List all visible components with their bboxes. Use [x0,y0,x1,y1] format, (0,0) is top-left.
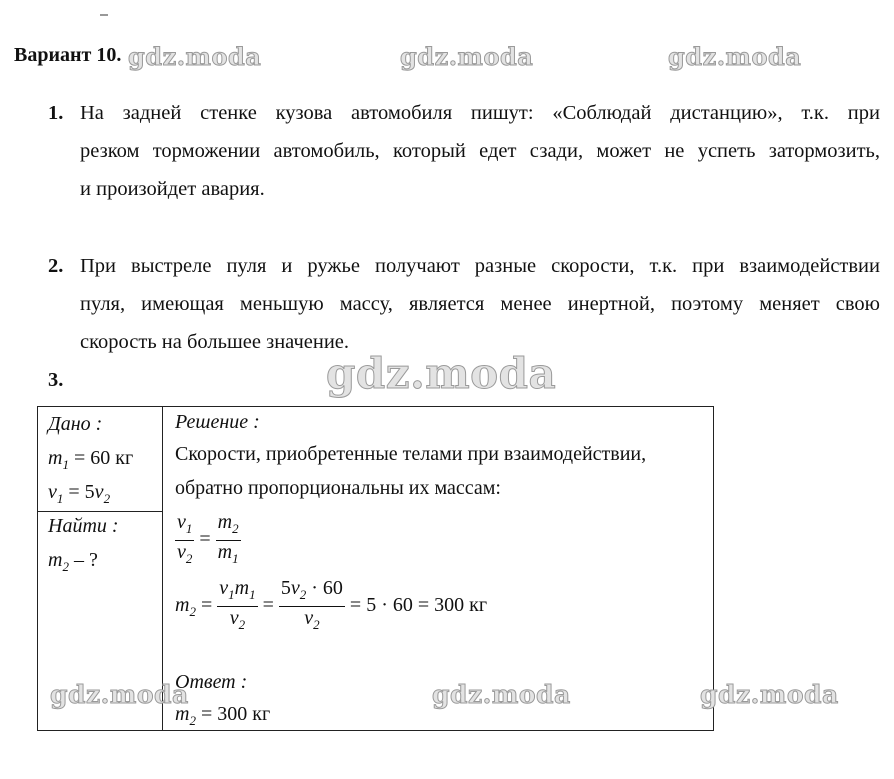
text-line: При выстреле пуля и ружье получают разные скорости, т.к. при взаимодействии [80,255,880,277]
text-line: резком торможении автомобиль, который едет сзади, может не успеть затормозить, [80,140,880,162]
given-m1: $m_1 = 60$ кг [48,447,134,472]
text-line: На задней стенке кузова автомобиля пишут: «Соблюдай дистанцию», т.к. при [80,102,880,124]
watermark: gdz.moda [400,42,534,71]
watermark: gdz.moda [700,680,839,709]
solution-line: обратно пропорциональны их массам: [175,477,501,499]
find-m2: $m_2$ – ? [48,549,98,574]
solution-label: Решение : [175,411,260,433]
variant-heading: Вариант 10. [14,44,122,66]
text-line: и произойдет авария. [80,178,265,200]
watermark: gdz.moda [128,42,262,71]
watermark: gdz.moda [668,42,802,71]
row-divider [38,511,162,512]
answer-label: Ответ : [175,671,248,693]
top-mark [100,14,108,16]
answer-value: $m_2 = 300$ кг [175,703,271,728]
ratio-equation: $\frac{v_1}{v_2}$ = $\frac{m_2}{m_1}$ [177,511,239,566]
text-line: скорость на большее значение. [80,331,350,353]
watermark: gdz.moda [50,680,189,709]
watermark: gdz.moda [432,680,571,709]
given-label: Дано : [48,413,103,435]
find-label: Найти : [48,515,119,537]
given-v1: $v_1 = 5v_2$ [48,481,111,506]
item-number: 3. [48,369,64,391]
mass-calculation: $m_2$ = $\frac{v_1m_1}{v_2}$ = $\frac{5v_2 \cdot 60}{v_2}$ = 5 · 60 = 300 кг [175,577,488,632]
watermark: gdz.moda [326,349,557,398]
item-number: 2. [48,255,64,277]
solution-line: Скорости, приобретенные телами при взаимодействии, [175,443,647,465]
item-number: 1. [48,102,64,124]
text-line: пуля, имеющая меньшую массу, является менее инертной, поэтому меняет свою [80,293,880,315]
